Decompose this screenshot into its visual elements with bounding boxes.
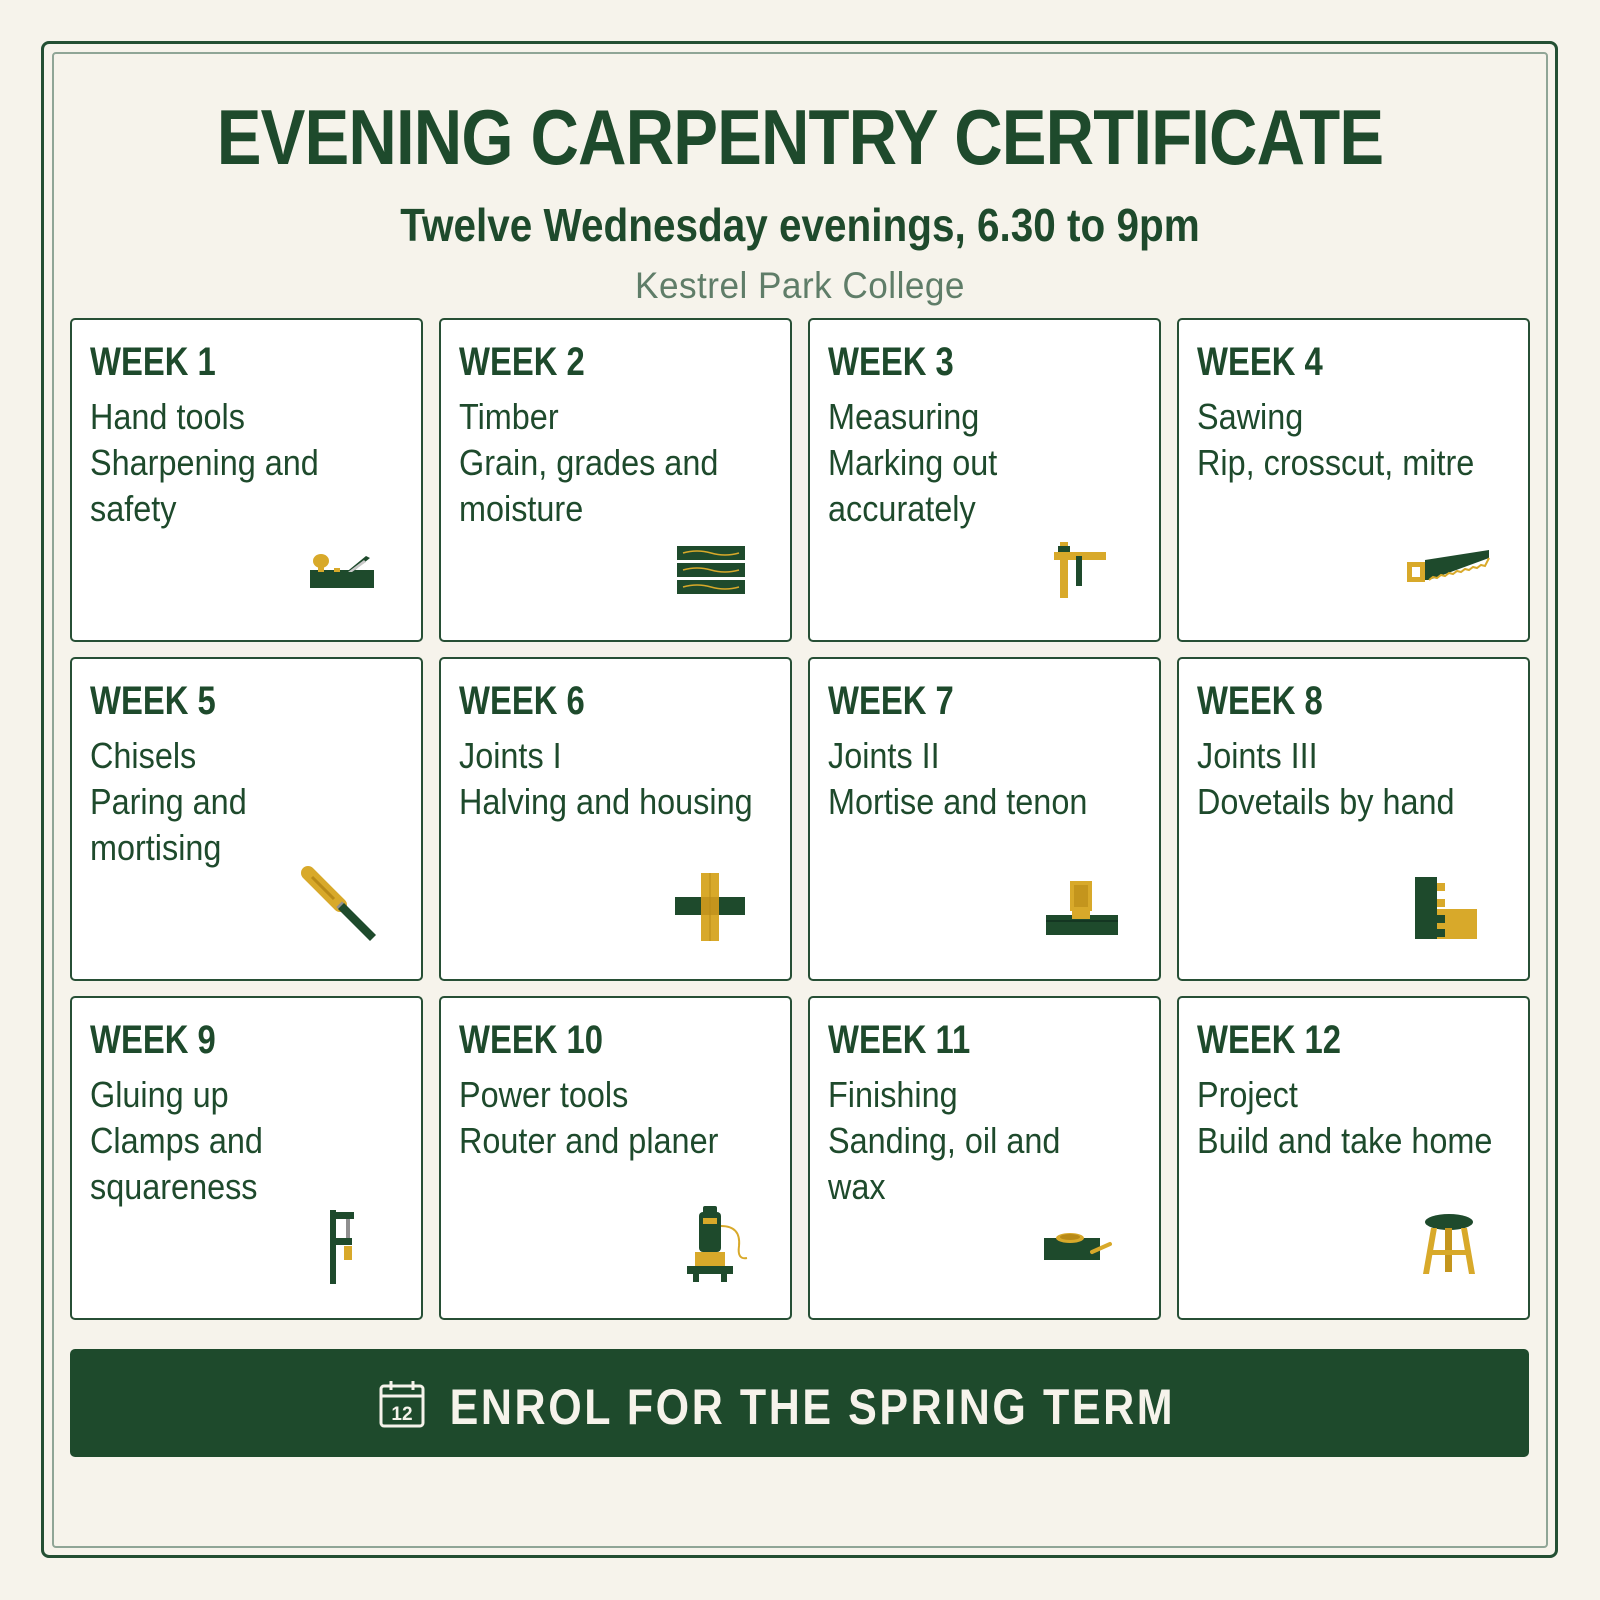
week-card-8 [1177,657,1530,981]
week-topic [828,394,1161,532]
week-topic [459,1072,792,1164]
week-card-3 [808,318,1161,642]
enrol-button[interactable] [70,1349,1529,1457]
topic-detail: Sanding, oil and wax [828,1120,1061,1207]
topic-title: Hand tools [90,396,245,437]
week-topic [828,1072,1161,1210]
week-label: WEEK 7 [828,679,954,723]
week-topic [1197,1072,1530,1164]
week-label: WEEK 4 [1197,340,1323,384]
f-clamp-icon [328,1210,358,1284]
calendar-icon-day: 12 [391,1404,413,1425]
college-name: Kestrel Park College [635,265,965,306]
topic-title: Joints III [1197,735,1318,776]
topic-detail: Paring and mortising [90,781,247,868]
week-card-2 [439,318,792,642]
timber-planks-icon [677,546,745,594]
topic-detail: Clamps and squareness [90,1120,263,1207]
topic-title: Chisels [90,735,197,776]
topic-title: Timber [459,396,559,437]
topic-detail: Marking out accurately [828,442,998,529]
week-label: WEEK 12 [1197,1018,1341,1062]
topic-detail: Halving and housing [459,781,753,822]
schedule-subtitle: Twelve Wednesday evenings, 6.30 to 9pm [400,199,1200,251]
topic-title: Gluing up [90,1074,229,1115]
week-topic [1197,394,1530,486]
week-label: WEEK 5 [90,679,216,723]
week-card-6 [439,657,792,981]
topic-detail: Sharpening and safety [90,442,319,529]
topic-detail: Rip, crosscut, mitre [1197,442,1475,483]
week-topic [828,733,1161,825]
week-card-4 [1177,318,1530,642]
week-topic [90,1072,423,1210]
week-label: WEEK 1 [90,340,216,384]
cross-halving-joint-icon [675,873,745,941]
sanding-block-icon [1044,1230,1112,1262]
week-label: WEEK 6 [459,679,585,723]
week-card-11 [808,996,1161,1320]
chisel-icon [300,865,382,947]
hand-plane-icon [308,552,378,592]
topic-title: Sawing [1197,396,1304,437]
week-topic [459,733,792,825]
week-topic [459,394,792,532]
week-label: WEEK 10 [459,1018,603,1062]
router-icon [685,1206,751,1284]
topic-title: Joints II [828,735,940,776]
topic-title: Power tools [459,1074,629,1115]
enrol-button-label: ENROL FOR THE SPRING TERM [449,1379,1176,1435]
week-topic [90,394,423,532]
week-card-1 [70,318,423,642]
topic-title: Project [1197,1074,1298,1115]
page-title: EVENING CARPENTRY CERTIFICATE [216,93,1384,181]
week-label: WEEK 2 [459,340,585,384]
mortise-tenon-icon [1046,881,1118,937]
week-card-5 [70,657,423,981]
week-topic [1197,733,1530,825]
week-card-10 [439,996,792,1320]
week-grid [70,318,1530,1320]
topic-title: Joints I [459,735,562,776]
try-square-icon [1054,542,1108,600]
week-card-12 [1177,996,1530,1320]
topic-title: Finishing [828,1074,958,1115]
week-topic [90,733,423,871]
hand-saw-icon [1405,550,1491,586]
week-label: WEEK 3 [828,340,954,384]
week-label: WEEK 9 [90,1018,216,1062]
week-label: WEEK 11 [828,1018,971,1062]
topic-detail: Mortise and tenon [828,781,1088,822]
topic-detail: Build and take home [1197,1120,1493,1161]
stool-icon [1421,1214,1477,1276]
week-label: WEEK 8 [1197,679,1323,723]
topic-detail: Dovetails by hand [1197,781,1455,822]
topic-title: Measuring [828,396,980,437]
week-card-9 [70,996,423,1320]
topic-detail: Router and planer [459,1120,719,1161]
week-card-7 [808,657,1161,981]
dovetail-joint-icon [1415,877,1479,941]
topic-detail: Grain, grades and moisture [459,442,719,529]
